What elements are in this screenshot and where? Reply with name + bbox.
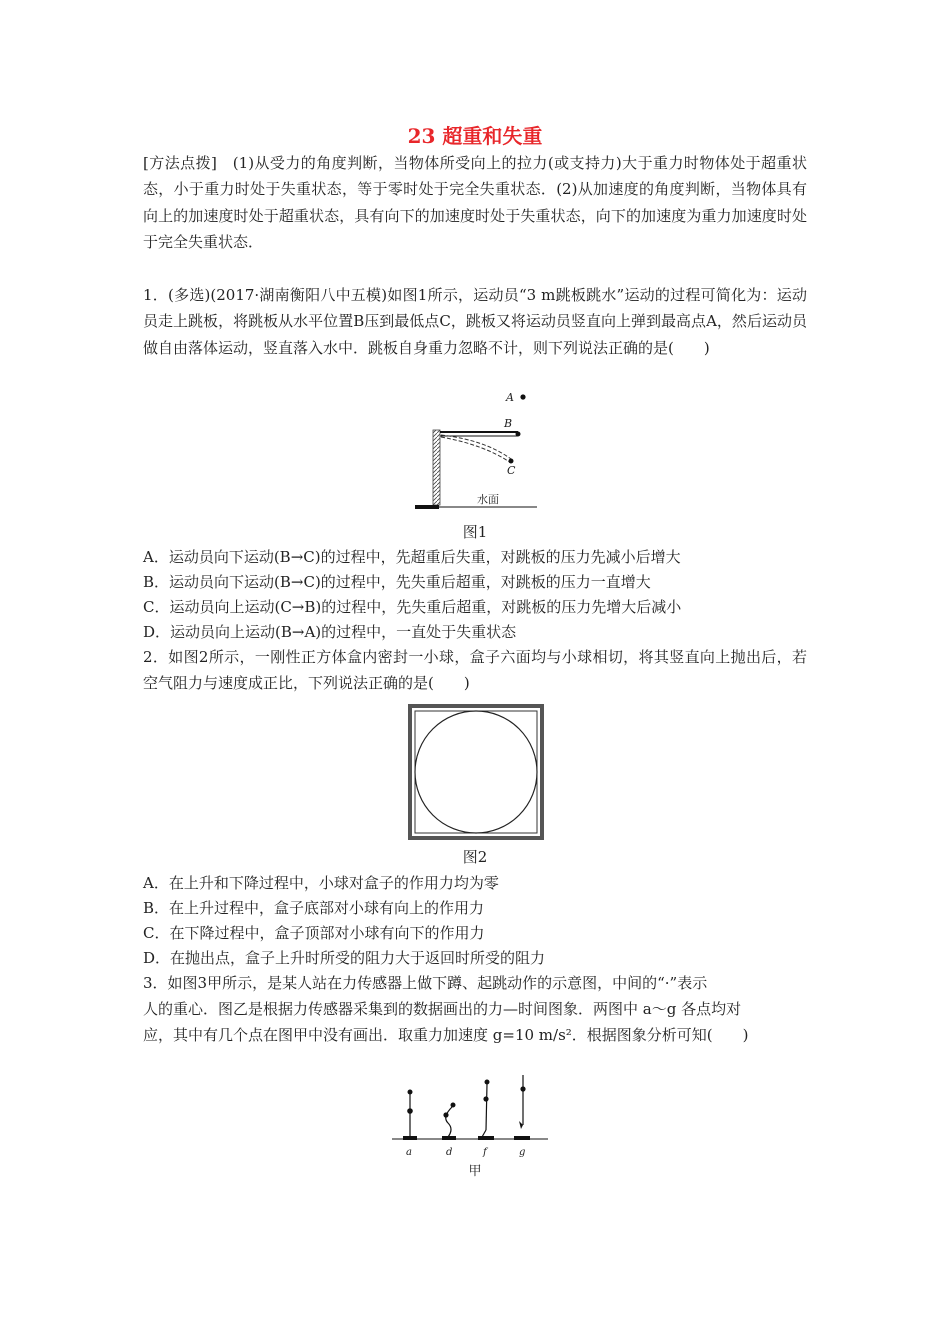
board-bent-lower: [441, 437, 511, 463]
figure-d-body: [446, 1107, 452, 1137]
water-label: 水面: [477, 493, 499, 506]
method-tip: [143, 150, 807, 255]
label-c: C: [507, 464, 516, 477]
figure-g-center-of-mass: [520, 1086, 525, 1091]
q2-option-d: D．在抛出点，盒子上升时所受的阻力大于返回时所受的阻力: [143, 949, 546, 967]
label-b: B: [504, 417, 513, 430]
ground-base: [415, 505, 439, 509]
page-title: 23 超重和失重: [407, 124, 543, 148]
point-a-dot: [520, 394, 525, 399]
q1-option-a: A．运动员向下运动(B→C)的过程中，先超重后失重，对跳板的压力先减小后增大: [143, 548, 681, 566]
support-post: [433, 430, 440, 505]
q1-option-d: D．运动员向上运动(B→A)的过程中，一直处于失重状态: [143, 623, 517, 641]
figure-3-caption: 甲: [468, 1164, 482, 1179]
box-outer: [410, 706, 542, 838]
figure-f-head: [485, 1080, 490, 1085]
label-a-fig3: a: [406, 1147, 412, 1158]
point-c-dot: [509, 459, 514, 464]
board-bent-upper: [441, 435, 511, 459]
figure-1-diving-board: [405, 385, 545, 521]
figure-3-jump-sequence: [390, 1075, 555, 1169]
figure-d-center-of-mass: [443, 1112, 448, 1117]
question-2-stem: 2．如图2所示，一刚性正方体盒内密封一小球，盒子六面均与小球相切，将其竖直向上抛出后，若空气阻力与速度成正比，下列说法正确的是( ): [143, 648, 807, 693]
label-g-fig3: g: [519, 1147, 526, 1158]
figure-f-body: [486, 1084, 487, 1130]
figure-d-head: [451, 1103, 456, 1108]
sensor-pad-f: [478, 1136, 494, 1140]
figure-2-caption: 图2: [462, 848, 488, 866]
figure-a-center-of-mass: [407, 1108, 413, 1114]
q2-option-c: C．在下降过程中，盒子顶部对小球有向下的作用力: [143, 924, 485, 942]
figure-f-center-of-mass: [483, 1096, 488, 1101]
q2-option-a: A．在上升和下降过程中，小球对盒子的作用力均为零: [143, 874, 499, 892]
figure-f-foot: [482, 1130, 486, 1137]
label-d-fig3: d: [446, 1147, 453, 1158]
sensor-pad-g: [514, 1136, 530, 1140]
figure-2-box-ball: [408, 704, 544, 844]
point-b-dot: [516, 432, 521, 437]
figure-1-caption: 图1: [462, 523, 488, 541]
q2-option-b: B．在上升过程中，盒子底部对小球有向上的作用力: [143, 899, 485, 917]
q3-stem-line-2: 人的重心．图乙是根据力传感器采集到的数据画出的力—时间图象．两图中 a～g 各点均对: [143, 1000, 742, 1018]
method-text: (1)从受力的角度判断，当物体所受向上的拉力(或支持力)大于重力时物体处于超重状态，小于重力时处于失重状态，等于零时处于完全失重状态．(2)从加速度的角度判断，当物体具有向上的加速度时处于超重状态，具有向下的加速度时处于失重状态，向下的加速度为重力加速度时处于完全失重状态．: [143, 154, 807, 251]
label-f-fig3: f: [483, 1147, 487, 1158]
label-a: A: [506, 391, 514, 404]
q3-stem-line-1: 3．如图3甲所示，是某人站在力传感器上做下蹲、起跳动作的示意图，中间的“·”表示: [143, 974, 708, 992]
figure-a-head: [408, 1090, 413, 1095]
method-label: [方法点拨]: [143, 154, 217, 172]
question-1-stem: 1．(多选)(2017·湖南衡阳八中五模)如图1所示，运动员“3 m跳板跳水”运动的过程可简化为：运动员走上跳板，将跳板从水平位置B压到最低点C，跳板又将运动员竖直向上弹到最高点A，然后运动员做自由落体运动，竖直落入水中．跳板自身重力忽略不计，则下列说法正确的是( ): [143, 286, 807, 357]
ball-circle: [415, 711, 537, 833]
q1-option-c: C．运动员向上运动(C→B)的过程中，先失重后超重，对跳板的压力先增大后减小: [143, 598, 682, 616]
q1-option-b: B．运动员向下运动(B→C)的过程中，先失重后超重，对跳板的压力一直增大: [143, 573, 651, 591]
q3-stem-line-3: 应，其中有几个点在图甲中没有画出．取重力加速度 g=10 m/s²．根据图象分析可知( ): [143, 1026, 749, 1044]
box-inner: [415, 711, 537, 833]
